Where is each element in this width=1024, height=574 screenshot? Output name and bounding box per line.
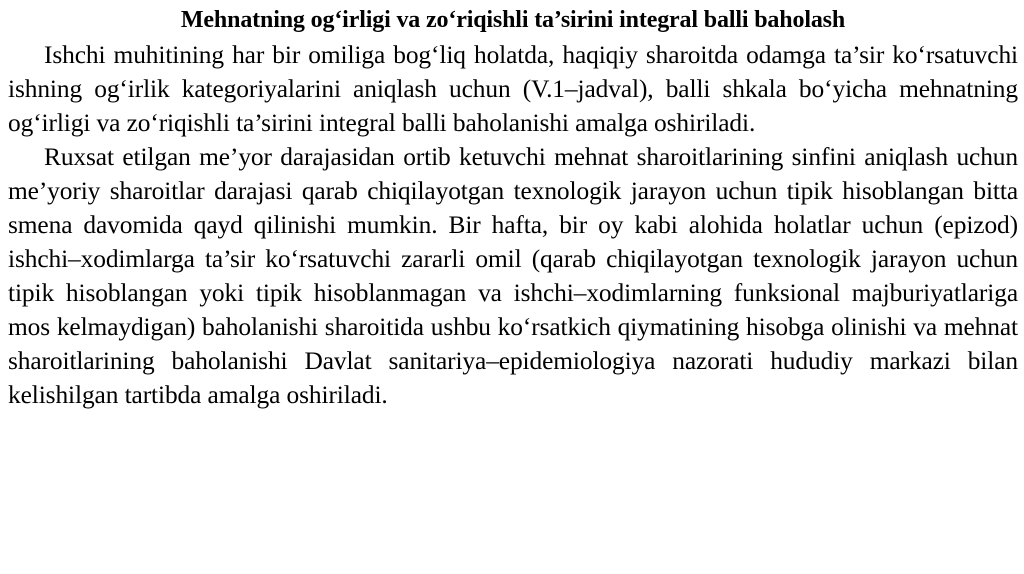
document-title: Mehnatning og‘irligi va zo‘riqishli ta’sirini integral balli baholash xyxy=(180,7,846,33)
document-slide xyxy=(8,2,1018,412)
paragraph-2: Ruxsat etilgan me’yor darajasidan ortib ketuvchi mehnat sharoitlarining sinfini aniqlash uchun me’yoriy sharoitlar darajasi qarab chiqilayotgan texnologik jarayon uchun tipik hisoblangan bitta smena davomida qayd qilinishi mumkin. Bir hafta, bir oy kabi alohida holatlar uchun (epizod) ishchi–xodimlarga ta’sir ko‘rsatuvchi zararli omil (qarab chiqilayotgan texnologik jarayon uchun tipik hisoblangan yoki tipik hisoblanmagan va ishchi–xodimlarning funksional majburiyatlariga mos kelmaydigan) baholanishi sharoitida ushbu ko‘rsatkich qiymatining hisobga olinishi va mehnat sharoitlarining baholanishi Davlat sanitariya–epidemiologiya nazorati hududiy markazi bilan kelishilgan tartibda amalga oshiriladi. xyxy=(8,143,1018,409)
paragraph-1: Ishchi muhitining har bir omiliga bog‘liq holatda, haqiqiy sharoitda odamga ta’sir ko‘rsatuvchi ishning og‘irlik kategoriyalarini aniqlash uchun (V.1–jadval), balli shkala bo‘yicha mehnatning og‘irligi va zo‘riqishli ta’sirini integral balli baholanishi amalga oshiriladi. xyxy=(8,41,1018,137)
